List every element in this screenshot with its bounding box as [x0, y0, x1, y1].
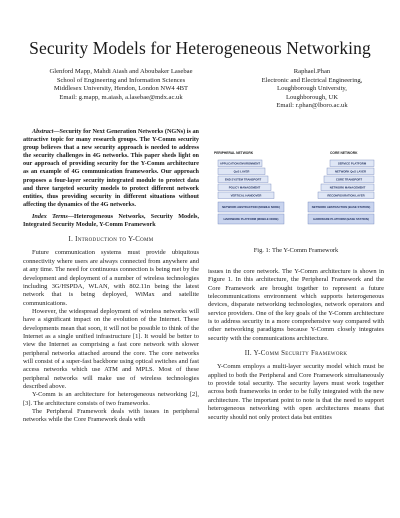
peripheral-base-0-label: NETWORK ABSTRACTION (MOBILE NODE) — [222, 205, 280, 209]
authors-left — [16, 68, 226, 102]
core-layer-0-label: SERVICE PLATFORM — [337, 161, 367, 166]
core-layer-4-label: RECONFIGURATION LAYER — [327, 193, 365, 198]
core-layer-2-label: CORE TRANSPORT — [335, 177, 363, 182]
peripheral-stack — [218, 160, 284, 224]
body-paragraph: Y-Comm employs a multi-layer security model which must be applied to both the Peripheral and Core Framework simultaneously to provide total security. The security layers must work together across both frameworks in order to be fully integrated with the new architecture. The important point to note is that the need to support heterogeneous networking with open architectures means that security should not only protect data but entities — [208, 363, 384, 421]
peripheral-network-label: PERIPHERAL NETWORK — [214, 151, 254, 155]
right-column — [208, 268, 384, 422]
left-column — [23, 128, 199, 425]
author-name: Raphael.Phan — [293, 68, 331, 75]
peripheral-layer-2-label: END SYSTEM TRANSPORT — [224, 177, 262, 182]
peripheral-layer-4-label: VERTICAL HANDOVER — [230, 193, 262, 198]
body-paragraph: Future communication systems must provide ubiquitous connectivity where users are always connected from anywhere and at any time. The need for continuous connection is being met by the development and deployment of a number of wireless technologies including 3G/HSPDA, WLAN, with 802.11n being the latest network that is being deployed, WiMax and satellite communications. — [23, 249, 199, 307]
author-location: Loughborough, UK — [285, 93, 338, 101]
core-network-label: CORE NETWORK — [330, 151, 358, 155]
author-address: Middlesex University, Hendon, London NW4 4BT — [53, 85, 189, 93]
index-terms — [23, 213, 199, 229]
core-base-1-label: HARDWARE PLATFORM (BASE STATION) — [313, 217, 369, 221]
abstract-lead: Abstract — [32, 128, 54, 135]
core-stack — [308, 160, 374, 224]
body-paragraph: Y-Comm is an architecture for heterogeneous networking [2], [3]. The architecture consists of two frameworks. — [23, 391, 199, 407]
author-email: Email: r.phan@lboro.ac.uk — [276, 102, 348, 110]
body-paragraph: issues in the core network. The Y-Comm architecture is shown in Figure 1. In this architecture, the Peripheral Framework and the Core Framework are brought together to represent a future telecommunications environment which supports heterogeneous devices, disparate networking technologies, network operators and service providers. One of the key goals of the Y-Comm architecture is to address security in a more comprehensive way compared with other networking paradigms because Y-Comm closely integrates security with the communications architecture. — [208, 268, 384, 342]
author-names: Glenford Mapp, Mahdi Aiash and Aboubaker Lasebae — [49, 68, 193, 75]
author-email: Email: g.mapp, m.aiash, a.lasebae@mdx.ac.uk — [59, 93, 183, 101]
peripheral-layer-0-label: APPLICATION ENVIRONMENT — [219, 161, 261, 166]
y-comm-figure — [208, 144, 384, 239]
peripheral-base-1-label: HARDWARE PLATFORM (MOBILE NODE) — [223, 217, 279, 221]
core-base-0-label: NETWORK ABSTRACTION (BASE STATION) — [311, 205, 371, 209]
figure-caption: Fig. 1: The Y-Comm Framework — [253, 247, 339, 254]
author-department: Electronic and Electrical Engineering, — [261, 76, 363, 84]
author-affiliation: School of Engineering and Information Sciences — [56, 76, 186, 84]
body-paragraph: However, the widespread deployment of wireless networks will have a significant impact on the evolution of the Internet. These developments mean that soon, it will not be possible to think of the Internet as a single unified infrastructure [1]. It would be better to view the Internet as comprising a fast core network with slower peripheral networks attached around the core. The core networks will consist of a super-fast backbone using optical switches and fast access networks which use ATM and MPLS. Most of these peripheral networks will make use of wireless technologies described above. — [23, 307, 199, 390]
abstract — [23, 128, 199, 209]
abstract-body: —Security for Next Generation Networks (NGNs) is an attractive topic for many research groups. The Y-Comm security group believes that a new security approach is needed to address the security challenges in 4G networks. This paper sheds light on our approach of providing security for the Y-Comm architecture as an example of 4G communication frameworks. Our approach proposes a four-layer security integrated module to protect data and three targeted security models to protect different network entities, thus providing security in different situations without affecting the dynamics of the 4G networks. — [23, 128, 199, 208]
body-paragraph: The Peripheral Framework deals with issues in peripheral networks while the Core Framework deals with — [23, 408, 199, 424]
section-heading: II. Y-Comm Security Framework — [244, 350, 348, 358]
author-university: Loughborough University, — [277, 85, 347, 93]
peripheral-layer-1-label: QoS LAYER — [233, 169, 250, 174]
peripheral-layer-3-label: POLICY MANAGEMENT — [228, 185, 261, 190]
core-layer-1-label: NETWORK QoS LAYER — [335, 169, 366, 174]
section-heading: I. Introduction to Y-Comm — [68, 236, 154, 244]
paper-title: Security Models for Heterogeneous Networking — [29, 38, 371, 58]
authors-right — [232, 68, 392, 111]
index-terms-body: —Heterogeneous Networks, Security Models, Integrated Security Module, Y-Comm Framework — [23, 212, 199, 229]
y-comm-diagram — [208, 144, 384, 239]
core-layer-3-label: NETWORK MANAGEMENT — [329, 185, 366, 190]
index-terms-lead: Index Terms — [32, 212, 68, 220]
